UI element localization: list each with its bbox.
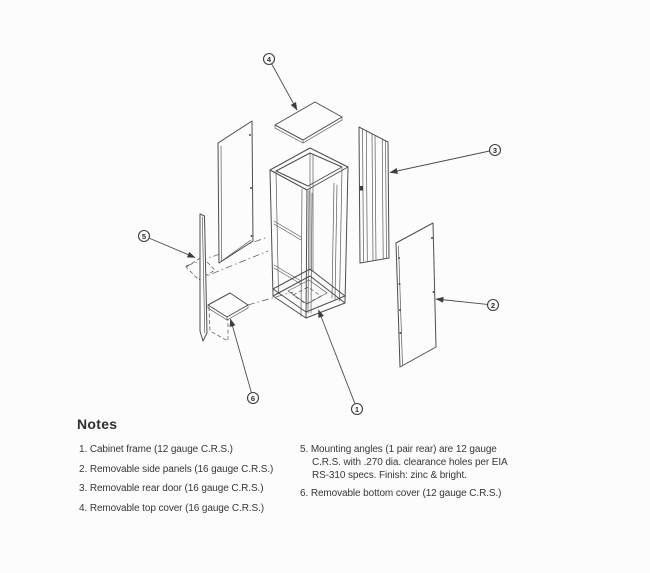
callout-balloon-3 [490, 145, 501, 156]
svg-text:4: 4 [266, 54, 272, 64]
callout-balloon-4 [264, 54, 275, 65]
top-cover-drawing [275, 102, 342, 143]
note-item-3: 3. Removable rear door (16 gauge C.R.S.) [79, 483, 264, 494]
callout-balloon-6 [248, 393, 259, 404]
note-item-6: 6. Removable bottom cover (12 gauge C.R.S.) [300, 488, 502, 499]
note-item-5-line-2: C.R.S. with .270 dia. clearance holes per EIA [312, 457, 508, 468]
note-item-2: 2. Removable side panels (16 gauge C.R.S.) [79, 463, 274, 475]
callout-balloon-2 [488, 300, 499, 311]
side-panel-right-drawing [396, 223, 436, 367]
notes-heading: Notes [77, 416, 118, 432]
callout-balloon-5 [139, 231, 150, 242]
door-latch [360, 186, 363, 191]
svg-text:6: 6 [250, 393, 256, 403]
svg-text:3: 3 [492, 145, 498, 155]
note-item-4: 4. Removable top cover (16 gauge C.R.S.) [79, 502, 264, 514]
cabinet-frame-drawing [270, 148, 348, 318]
svg-text:1: 1 [354, 404, 360, 414]
bottom-cover-drawing [208, 293, 248, 320]
svg-text:5: 5 [141, 231, 147, 241]
mounting-angle-drawing [200, 214, 207, 341]
note-item-5-line-1: 5. Mounting angles (1 pair rear) are 12 gauge [300, 444, 497, 455]
svg-text:2: 2 [490, 300, 496, 310]
callout-balloon-1 [352, 404, 363, 415]
rear-door-drawing [359, 127, 389, 263]
note-item-1: 1. Cabinet frame (12 gauge C.R.S.) [79, 444, 233, 455]
note-item-5-line-3: RS-310 specs. Finish: zinc & bright. [312, 470, 467, 481]
side-panel-left-drawing [218, 121, 253, 263]
